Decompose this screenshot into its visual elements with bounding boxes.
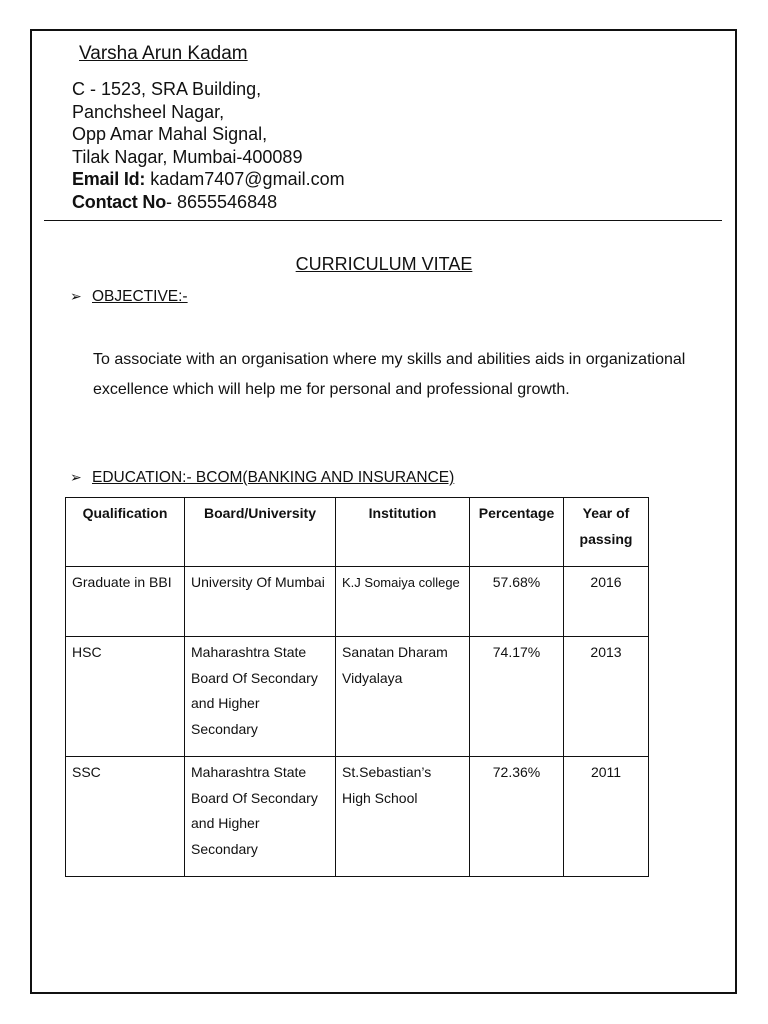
objective-text: To associate with an organisation where my skills and abilities aids in organizational excellence which will help me for personal and professional growth. — [93, 351, 686, 398]
address-line-2: Panchsheel Nagar, — [72, 101, 225, 122]
cell-institution: St.Sebastian’s High School — [336, 757, 470, 877]
cell-board: Maharashtra State Board Of Secondary and Higher Secondary — [185, 757, 336, 877]
cell-institution: K.J Somaiya college — [336, 567, 470, 637]
cell-qualification: HSC — [66, 637, 185, 757]
cell-year: 2011 — [564, 757, 649, 877]
education-heading — [70, 469, 454, 487]
cell-year: 2013 — [564, 637, 649, 757]
document-title: CURRICULUM VITAE — [295, 254, 473, 274]
contact-label: Contact No — [72, 191, 166, 212]
email-value[interactable]: kadam7407@gmail.com — [145, 169, 345, 189]
email-line — [72, 168, 345, 191]
candidate-name: Varsha Arun Kadam — [79, 43, 248, 64]
arrow-bullet-icon: ➢ — [70, 469, 82, 485]
cell-qualification: Graduate in BBI — [66, 567, 185, 637]
education-table — [65, 497, 649, 877]
contact-block — [72, 78, 345, 213]
cell-institution: Sanatan Dharam Vidyalaya — [336, 637, 470, 757]
address-line-3: Opp Amar Mahal Signal, — [72, 124, 268, 144]
objective-heading-text: OBJECTIVE:- — [92, 288, 188, 305]
phone-line — [72, 191, 345, 214]
cell-board: Maharashtra State Board Of Secondary and Higher Secondary — [185, 637, 336, 757]
header-divider — [44, 220, 722, 221]
address-line-4: Tilak Nagar, Mumbai-400089 — [72, 146, 303, 167]
education-heading-text: EDUCATION:- BCOM(BANKING AND INSURANCE) — [92, 469, 455, 486]
column-header-qualification: Qualification — [66, 498, 185, 567]
cell-percentage: 72.36% — [470, 757, 564, 877]
column-header-percentage: Percentage — [470, 498, 564, 567]
objective-heading — [70, 288, 188, 306]
table-row — [66, 757, 649, 877]
cell-board: University Of Mumbai — [185, 567, 336, 637]
cell-qualification: SSC — [66, 757, 185, 877]
contact-value: - 8655546848 — [166, 191, 278, 212]
arrow-bullet-icon: ➢ — [70, 288, 82, 304]
column-header-institution: Institution — [336, 498, 470, 567]
table-row — [66, 567, 649, 637]
cell-year: 2016 — [564, 567, 649, 637]
table-row — [66, 637, 649, 757]
table-header-row — [66, 498, 649, 567]
cell-percentage: 57.68% — [470, 567, 564, 637]
cell-percentage: 74.17% — [470, 637, 564, 757]
column-header-board: Board/University — [185, 498, 336, 567]
address-line-1: C - 1523, SRA Building, — [72, 79, 262, 99]
column-header-year: Year of passing — [564, 498, 649, 567]
email-label: Email Id: — [72, 169, 146, 189]
